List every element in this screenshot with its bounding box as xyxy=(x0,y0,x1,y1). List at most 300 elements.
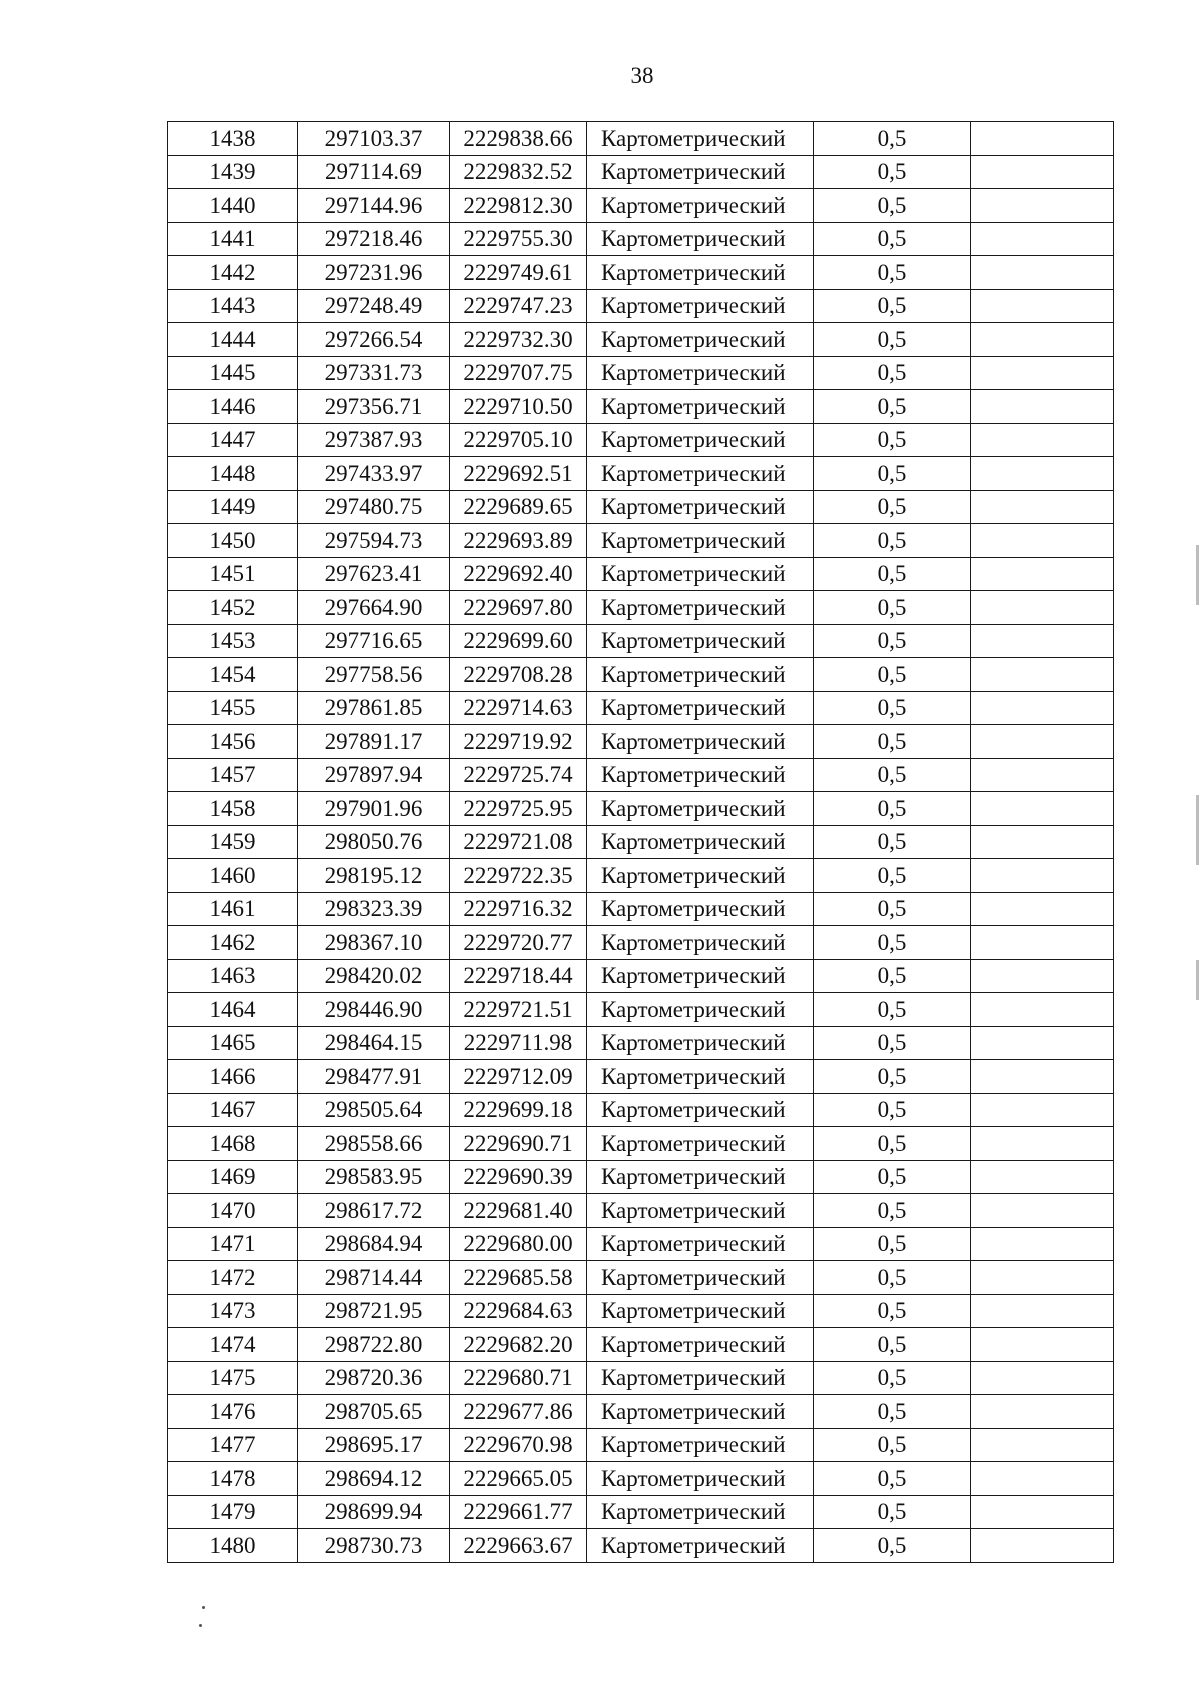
y-coordinate-cell: 2229699.60 xyxy=(450,624,587,658)
note-cell xyxy=(971,1529,1114,1563)
table-row xyxy=(168,892,1114,926)
point-number-cell: 1448 xyxy=(168,457,298,491)
note-cell xyxy=(971,323,1114,357)
x-coordinate-cell: 297901.96 xyxy=(298,792,450,826)
table-row xyxy=(168,825,1114,859)
accuracy-cell: 0,5 xyxy=(814,189,971,223)
note-cell xyxy=(971,859,1114,893)
method-cell: Картометрический xyxy=(587,624,814,658)
method-cell: Картометрический xyxy=(587,1328,814,1362)
y-coordinate-cell: 2229714.63 xyxy=(450,691,587,725)
note-cell xyxy=(971,122,1114,156)
point-number-cell: 1439 xyxy=(168,155,298,189)
accuracy-cell: 0,5 xyxy=(814,289,971,323)
table-row xyxy=(168,1361,1114,1395)
x-coordinate-cell: 297266.54 xyxy=(298,323,450,357)
method-cell: Картометрический xyxy=(587,1428,814,1462)
method-cell: Картометрический xyxy=(587,725,814,759)
point-number-cell: 1464 xyxy=(168,993,298,1027)
x-coordinate-cell: 298699.94 xyxy=(298,1495,450,1529)
x-coordinate-cell: 297433.97 xyxy=(298,457,450,491)
y-coordinate-cell: 2229680.00 xyxy=(450,1227,587,1261)
y-coordinate-cell: 2229725.95 xyxy=(450,792,587,826)
point-number-cell: 1465 xyxy=(168,1026,298,1060)
y-coordinate-cell: 2229690.71 xyxy=(450,1127,587,1161)
accuracy-cell: 0,5 xyxy=(814,1261,971,1295)
point-number-cell: 1450 xyxy=(168,524,298,558)
x-coordinate-cell: 297231.96 xyxy=(298,256,450,290)
y-coordinate-cell: 2229692.40 xyxy=(450,557,587,591)
method-cell: Картометрический xyxy=(587,490,814,524)
note-cell xyxy=(971,691,1114,725)
accuracy-cell: 0,5 xyxy=(814,1160,971,1194)
method-cell: Картометрический xyxy=(587,1261,814,1295)
scan-speck xyxy=(202,1606,205,1609)
y-coordinate-cell: 2229682.20 xyxy=(450,1328,587,1362)
table-row xyxy=(168,1462,1114,1496)
point-number-cell: 1462 xyxy=(168,926,298,960)
method-cell: Картометрический xyxy=(587,1395,814,1429)
x-coordinate-cell: 297387.93 xyxy=(298,423,450,457)
y-coordinate-cell: 2229680.71 xyxy=(450,1361,587,1395)
x-coordinate-cell: 297861.85 xyxy=(298,691,450,725)
scan-edge-mark xyxy=(1196,545,1199,605)
coordinates-table xyxy=(167,121,1114,1563)
table-row xyxy=(168,1060,1114,1094)
point-number-cell: 1479 xyxy=(168,1495,298,1529)
accuracy-cell: 0,5 xyxy=(814,658,971,692)
table-row xyxy=(168,691,1114,725)
note-cell xyxy=(971,524,1114,558)
note-cell xyxy=(971,1093,1114,1127)
point-number-cell: 1457 xyxy=(168,758,298,792)
method-cell: Картометрический xyxy=(587,1194,814,1228)
table-row xyxy=(168,959,1114,993)
y-coordinate-cell: 2229689.65 xyxy=(450,490,587,524)
note-cell xyxy=(971,1361,1114,1395)
y-coordinate-cell: 2229747.23 xyxy=(450,289,587,323)
point-number-cell: 1440 xyxy=(168,189,298,223)
accuracy-cell: 0,5 xyxy=(814,1060,971,1094)
method-cell: Картометрический xyxy=(587,959,814,993)
table-row xyxy=(168,1529,1114,1563)
table-row xyxy=(168,323,1114,357)
note-cell xyxy=(971,658,1114,692)
method-cell: Картометрический xyxy=(587,658,814,692)
point-number-cell: 1442 xyxy=(168,256,298,290)
x-coordinate-cell: 298705.65 xyxy=(298,1395,450,1429)
scan-speck xyxy=(199,1624,202,1627)
method-cell: Картометрический xyxy=(587,356,814,390)
method-cell: Картометрический xyxy=(587,155,814,189)
method-cell: Картометрический xyxy=(587,1495,814,1529)
note-cell xyxy=(971,792,1114,826)
accuracy-cell: 0,5 xyxy=(814,1529,971,1563)
y-coordinate-cell: 2229697.80 xyxy=(450,591,587,625)
x-coordinate-cell: 297594.73 xyxy=(298,524,450,558)
y-coordinate-cell: 2229712.09 xyxy=(450,1060,587,1094)
note-cell xyxy=(971,624,1114,658)
x-coordinate-cell: 298720.36 xyxy=(298,1361,450,1395)
accuracy-cell: 0,5 xyxy=(814,256,971,290)
accuracy-cell: 0,5 xyxy=(814,959,971,993)
y-coordinate-cell: 2229755.30 xyxy=(450,222,587,256)
table-row xyxy=(168,1428,1114,1462)
x-coordinate-cell: 297897.94 xyxy=(298,758,450,792)
note-cell xyxy=(971,1462,1114,1496)
table-row xyxy=(168,758,1114,792)
point-number-cell: 1469 xyxy=(168,1160,298,1194)
note-cell xyxy=(971,1160,1114,1194)
x-coordinate-cell: 298464.15 xyxy=(298,1026,450,1060)
note-cell xyxy=(971,490,1114,524)
y-coordinate-cell: 2229677.86 xyxy=(450,1395,587,1429)
table-row xyxy=(168,591,1114,625)
method-cell: Картометрический xyxy=(587,323,814,357)
method-cell: Картометрический xyxy=(587,557,814,591)
method-cell: Картометрический xyxy=(587,859,814,893)
x-coordinate-cell: 298684.94 xyxy=(298,1227,450,1261)
point-number-cell: 1476 xyxy=(168,1395,298,1429)
method-cell: Картометрический xyxy=(587,591,814,625)
note-cell xyxy=(971,926,1114,960)
method-cell: Картометрический xyxy=(587,825,814,859)
x-coordinate-cell: 298558.66 xyxy=(298,1127,450,1161)
table-row xyxy=(168,725,1114,759)
x-coordinate-cell: 298323.39 xyxy=(298,892,450,926)
x-coordinate-cell: 298730.73 xyxy=(298,1529,450,1563)
y-coordinate-cell: 2229749.61 xyxy=(450,256,587,290)
accuracy-cell: 0,5 xyxy=(814,825,971,859)
accuracy-cell: 0,5 xyxy=(814,155,971,189)
accuracy-cell: 0,5 xyxy=(814,390,971,424)
table-row xyxy=(168,390,1114,424)
point-number-cell: 1477 xyxy=(168,1428,298,1462)
note-cell xyxy=(971,256,1114,290)
point-number-cell: 1466 xyxy=(168,1060,298,1094)
accuracy-cell: 0,5 xyxy=(814,926,971,960)
table-row xyxy=(168,557,1114,591)
x-coordinate-cell: 297716.65 xyxy=(298,624,450,658)
table-row xyxy=(168,423,1114,457)
accuracy-cell: 0,5 xyxy=(814,557,971,591)
note-cell xyxy=(971,993,1114,1027)
note-cell xyxy=(971,1328,1114,1362)
table-row xyxy=(168,1328,1114,1362)
method-cell: Картометрический xyxy=(587,1294,814,1328)
accuracy-cell: 0,5 xyxy=(814,792,971,826)
y-coordinate-cell: 2229718.44 xyxy=(450,959,587,993)
y-coordinate-cell: 2229732.30 xyxy=(450,323,587,357)
y-coordinate-cell: 2229719.92 xyxy=(450,725,587,759)
method-cell: Картометрический xyxy=(587,1160,814,1194)
table-row xyxy=(168,1194,1114,1228)
table-row xyxy=(168,189,1114,223)
method-cell: Картометрический xyxy=(587,1529,814,1563)
point-number-cell: 1447 xyxy=(168,423,298,457)
note-cell xyxy=(971,356,1114,390)
y-coordinate-cell: 2229711.98 xyxy=(450,1026,587,1060)
y-coordinate-cell: 2229838.66 xyxy=(450,122,587,156)
accuracy-cell: 0,5 xyxy=(814,892,971,926)
accuracy-cell: 0,5 xyxy=(814,457,971,491)
x-coordinate-cell: 297103.37 xyxy=(298,122,450,156)
y-coordinate-cell: 2229722.35 xyxy=(450,859,587,893)
y-coordinate-cell: 2229665.05 xyxy=(450,1462,587,1496)
method-cell: Картометрический xyxy=(587,390,814,424)
y-coordinate-cell: 2229725.74 xyxy=(450,758,587,792)
accuracy-cell: 0,5 xyxy=(814,323,971,357)
y-coordinate-cell: 2229705.10 xyxy=(450,423,587,457)
note-cell xyxy=(971,1261,1114,1295)
x-coordinate-cell: 298050.76 xyxy=(298,825,450,859)
table-row xyxy=(168,1093,1114,1127)
note-cell xyxy=(971,1194,1114,1228)
note-cell xyxy=(971,423,1114,457)
note-cell xyxy=(971,189,1114,223)
point-number-cell: 1461 xyxy=(168,892,298,926)
point-number-cell: 1446 xyxy=(168,390,298,424)
point-number-cell: 1455 xyxy=(168,691,298,725)
point-number-cell: 1463 xyxy=(168,959,298,993)
method-cell: Картометрический xyxy=(587,122,814,156)
y-coordinate-cell: 2229812.30 xyxy=(450,189,587,223)
method-cell: Картометрический xyxy=(587,256,814,290)
accuracy-cell: 0,5 xyxy=(814,1328,971,1362)
point-number-cell: 1475 xyxy=(168,1361,298,1395)
note-cell xyxy=(971,1395,1114,1429)
x-coordinate-cell: 297480.75 xyxy=(298,490,450,524)
method-cell: Картометрический xyxy=(587,1462,814,1496)
table-row xyxy=(168,524,1114,558)
table-row xyxy=(168,122,1114,156)
x-coordinate-cell: 298694.12 xyxy=(298,1462,450,1496)
note-cell xyxy=(971,1060,1114,1094)
y-coordinate-cell: 2229699.18 xyxy=(450,1093,587,1127)
y-coordinate-cell: 2229693.89 xyxy=(450,524,587,558)
point-number-cell: 1456 xyxy=(168,725,298,759)
table-row xyxy=(168,155,1114,189)
point-number-cell: 1449 xyxy=(168,490,298,524)
x-coordinate-cell: 297356.71 xyxy=(298,390,450,424)
table-row xyxy=(168,222,1114,256)
note-cell xyxy=(971,222,1114,256)
y-coordinate-cell: 2229716.32 xyxy=(450,892,587,926)
table-row xyxy=(168,1160,1114,1194)
table-row xyxy=(168,792,1114,826)
table-row xyxy=(168,1294,1114,1328)
scan-edge-mark xyxy=(1196,960,1199,1000)
x-coordinate-cell: 298195.12 xyxy=(298,859,450,893)
point-number-cell: 1441 xyxy=(168,222,298,256)
point-number-cell: 1443 xyxy=(168,289,298,323)
accuracy-cell: 0,5 xyxy=(814,859,971,893)
point-number-cell: 1480 xyxy=(168,1529,298,1563)
method-cell: Картометрический xyxy=(587,758,814,792)
note-cell xyxy=(971,1127,1114,1161)
table-row xyxy=(168,624,1114,658)
x-coordinate-cell: 298477.91 xyxy=(298,1060,450,1094)
x-coordinate-cell: 297891.17 xyxy=(298,725,450,759)
y-coordinate-cell: 2229708.28 xyxy=(450,658,587,692)
scan-edge-mark xyxy=(1196,795,1199,865)
y-coordinate-cell: 2229661.77 xyxy=(450,1495,587,1529)
note-cell xyxy=(971,825,1114,859)
y-coordinate-cell: 2229721.08 xyxy=(450,825,587,859)
x-coordinate-cell: 297218.46 xyxy=(298,222,450,256)
x-coordinate-cell: 298505.64 xyxy=(298,1093,450,1127)
table-row xyxy=(168,457,1114,491)
point-number-cell: 1478 xyxy=(168,1462,298,1496)
note-cell xyxy=(971,457,1114,491)
method-cell: Картометрический xyxy=(587,1361,814,1395)
x-coordinate-cell: 298446.90 xyxy=(298,993,450,1027)
x-coordinate-cell: 298583.95 xyxy=(298,1160,450,1194)
note-cell xyxy=(971,758,1114,792)
accuracy-cell: 0,5 xyxy=(814,1026,971,1060)
accuracy-cell: 0,5 xyxy=(814,524,971,558)
accuracy-cell: 0,5 xyxy=(814,1294,971,1328)
table-row xyxy=(168,289,1114,323)
note-cell xyxy=(971,155,1114,189)
y-coordinate-cell: 2229720.77 xyxy=(450,926,587,960)
accuracy-cell: 0,5 xyxy=(814,725,971,759)
method-cell: Картометрический xyxy=(587,1127,814,1161)
x-coordinate-cell: 297114.69 xyxy=(298,155,450,189)
note-cell xyxy=(971,390,1114,424)
page-number: 38 xyxy=(630,63,654,88)
accuracy-cell: 0,5 xyxy=(814,1428,971,1462)
table-row xyxy=(168,490,1114,524)
accuracy-cell: 0,5 xyxy=(814,758,971,792)
table-row xyxy=(168,1495,1114,1529)
point-number-cell: 1472 xyxy=(168,1261,298,1295)
note-cell xyxy=(971,289,1114,323)
method-cell: Картометрический xyxy=(587,423,814,457)
method-cell: Картометрический xyxy=(587,289,814,323)
x-coordinate-cell: 298721.95 xyxy=(298,1294,450,1328)
note-cell xyxy=(971,557,1114,591)
method-cell: Картометрический xyxy=(587,1060,814,1094)
note-cell xyxy=(971,1428,1114,1462)
accuracy-cell: 0,5 xyxy=(814,1361,971,1395)
method-cell: Картометрический xyxy=(587,993,814,1027)
table-row xyxy=(168,1227,1114,1261)
y-coordinate-cell: 2229670.98 xyxy=(450,1428,587,1462)
x-coordinate-cell: 298617.72 xyxy=(298,1194,450,1228)
point-number-cell: 1474 xyxy=(168,1328,298,1362)
method-cell: Картометрический xyxy=(587,222,814,256)
table-row xyxy=(168,256,1114,290)
x-coordinate-cell: 297144.96 xyxy=(298,189,450,223)
table-row xyxy=(168,1127,1114,1161)
point-number-cell: 1460 xyxy=(168,859,298,893)
y-coordinate-cell: 2229832.52 xyxy=(450,155,587,189)
accuracy-cell: 0,5 xyxy=(814,691,971,725)
method-cell: Картометрический xyxy=(587,189,814,223)
method-cell: Картометрический xyxy=(587,926,814,960)
note-cell xyxy=(971,725,1114,759)
x-coordinate-cell: 298722.80 xyxy=(298,1328,450,1362)
method-cell: Картометрический xyxy=(587,1227,814,1261)
x-coordinate-cell: 298695.17 xyxy=(298,1428,450,1462)
accuracy-cell: 0,5 xyxy=(814,122,971,156)
table-row xyxy=(168,1261,1114,1295)
accuracy-cell: 0,5 xyxy=(814,1227,971,1261)
accuracy-cell: 0,5 xyxy=(814,222,971,256)
accuracy-cell: 0,5 xyxy=(814,993,971,1027)
accuracy-cell: 0,5 xyxy=(814,1194,971,1228)
accuracy-cell: 0,5 xyxy=(814,490,971,524)
y-coordinate-cell: 2229681.40 xyxy=(450,1194,587,1228)
y-coordinate-cell: 2229685.58 xyxy=(450,1261,587,1295)
point-number-cell: 1444 xyxy=(168,323,298,357)
note-cell xyxy=(971,1495,1114,1529)
accuracy-cell: 0,5 xyxy=(814,591,971,625)
point-number-cell: 1452 xyxy=(168,591,298,625)
method-cell: Картометрический xyxy=(587,1093,814,1127)
accuracy-cell: 0,5 xyxy=(814,1127,971,1161)
method-cell: Картометрический xyxy=(587,892,814,926)
table-row xyxy=(168,926,1114,960)
table-row xyxy=(168,356,1114,390)
table-row xyxy=(168,1026,1114,1060)
point-number-cell: 1438 xyxy=(168,122,298,156)
x-coordinate-cell: 298367.10 xyxy=(298,926,450,960)
point-number-cell: 1468 xyxy=(168,1127,298,1161)
method-cell: Картометрический xyxy=(587,524,814,558)
y-coordinate-cell: 2229663.67 xyxy=(450,1529,587,1563)
x-coordinate-cell: 298420.02 xyxy=(298,959,450,993)
note-cell xyxy=(971,1294,1114,1328)
coordinates-table-body xyxy=(168,122,1114,1563)
point-number-cell: 1458 xyxy=(168,792,298,826)
point-number-cell: 1471 xyxy=(168,1227,298,1261)
y-coordinate-cell: 2229707.75 xyxy=(450,356,587,390)
x-coordinate-cell: 297331.73 xyxy=(298,356,450,390)
x-coordinate-cell: 297248.49 xyxy=(298,289,450,323)
y-coordinate-cell: 2229690.39 xyxy=(450,1160,587,1194)
x-coordinate-cell: 297623.41 xyxy=(298,557,450,591)
table-row xyxy=(168,1395,1114,1429)
y-coordinate-cell: 2229710.50 xyxy=(450,390,587,424)
x-coordinate-cell: 298714.44 xyxy=(298,1261,450,1295)
x-coordinate-cell: 297664.90 xyxy=(298,591,450,625)
point-number-cell: 1459 xyxy=(168,825,298,859)
accuracy-cell: 0,5 xyxy=(814,1395,971,1429)
method-cell: Картометрический xyxy=(587,1026,814,1060)
table-row xyxy=(168,859,1114,893)
accuracy-cell: 0,5 xyxy=(814,624,971,658)
method-cell: Картометрический xyxy=(587,691,814,725)
note-cell xyxy=(971,1227,1114,1261)
accuracy-cell: 0,5 xyxy=(814,356,971,390)
table-row xyxy=(168,993,1114,1027)
method-cell: Картометрический xyxy=(587,457,814,491)
method-cell: Картометрический xyxy=(587,792,814,826)
point-number-cell: 1451 xyxy=(168,557,298,591)
table-row xyxy=(168,658,1114,692)
point-number-cell: 1467 xyxy=(168,1093,298,1127)
point-number-cell: 1473 xyxy=(168,1294,298,1328)
note-cell xyxy=(971,892,1114,926)
point-number-cell: 1470 xyxy=(168,1194,298,1228)
accuracy-cell: 0,5 xyxy=(814,1495,971,1529)
accuracy-cell: 0,5 xyxy=(814,1093,971,1127)
accuracy-cell: 0,5 xyxy=(814,423,971,457)
note-cell xyxy=(971,591,1114,625)
x-coordinate-cell: 297758.56 xyxy=(298,658,450,692)
